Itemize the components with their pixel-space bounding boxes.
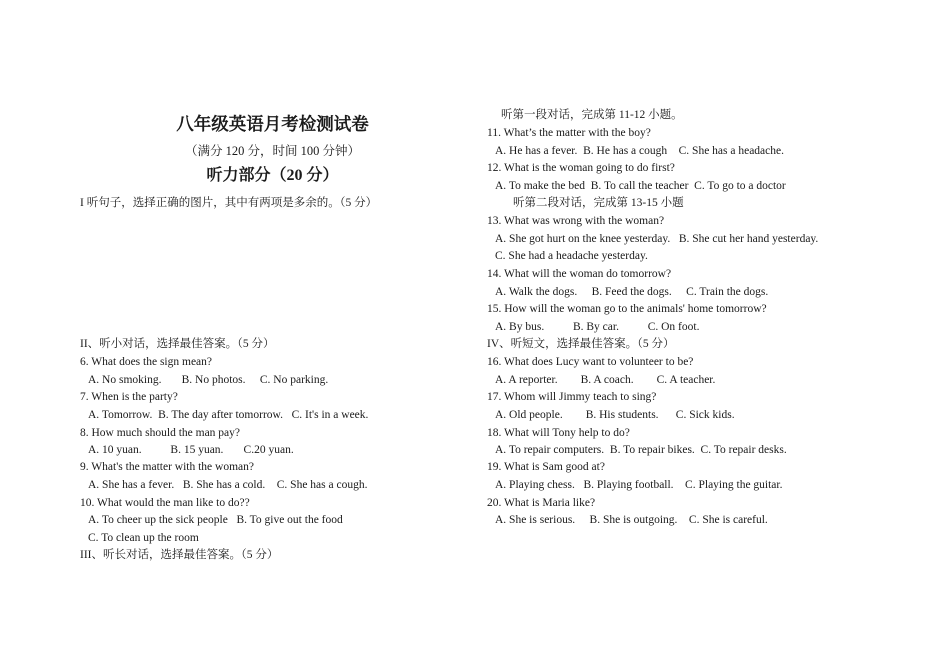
question-6-options: A. No smoking. B. No photos. C. No parking. xyxy=(88,374,329,386)
part3-instruction: III、听长对话，选择最佳答案。（5 分） xyxy=(80,549,279,561)
exam-title: 八年级英语月考检测试卷 xyxy=(176,114,369,134)
question-10-options-b: C. To clean up the room xyxy=(88,532,199,544)
question-10-options-a: A. To cheer up the sick people B. To give out the food xyxy=(88,514,343,526)
dialog2-instruction: 听第二段对话，完成第 13-15 小题 xyxy=(513,197,684,209)
question-8-options: A. 10 yuan. B. 15 yuan. C.20 yuan. xyxy=(88,444,294,456)
question-12-options: A. To make the bed B. To call the teacher C. To go to a doctor xyxy=(495,180,786,192)
question-13-options-a: A. She got hurt on the knee yesterday. B. She cut her hand yesterday. xyxy=(495,233,819,245)
question-10: 10. What would the man like to do?? xyxy=(80,497,250,509)
question-19-options: A. Playing chess. B. Playing football. C. Playing the guitar. xyxy=(495,479,783,491)
question-19: 19. What is Sam good at? xyxy=(487,461,605,473)
question-14-options: A. Walk the dogs. B. Feed the dogs. C. Train the dogs. xyxy=(495,286,769,298)
part1-instruction: I 听句子，选择正确的图片，其中有两项是多余的。（5 分） xyxy=(80,197,378,209)
question-16: 16. What does Lucy want to volunteer to be? xyxy=(487,356,694,368)
question-8: 8. How much should the man pay? xyxy=(80,427,241,439)
question-15: 15. How will the woman go to the animals' home tomorrow? xyxy=(487,303,767,315)
question-20: 20. What is Maria like? xyxy=(487,497,596,509)
question-16-options: A. A reporter. B. A coach. C. A teacher. xyxy=(495,374,716,386)
listening-section-title: 听力部分（20 分） xyxy=(206,167,339,184)
question-20-options: A. She is serious. B. She is outgoing. C. She is careful. xyxy=(495,514,768,526)
part2-instruction: II、听小对话，选择最佳答案。（5 分） xyxy=(80,338,275,350)
question-13-options-b: C. She had a headache yesterday. xyxy=(495,250,648,262)
question-11-options: A. He has a fever. B. He has a cough C. She has a headache. xyxy=(495,145,784,157)
question-12: 12. What is the woman going to do first? xyxy=(487,162,675,174)
question-11: 11. What’s the matter with the boy? xyxy=(487,127,651,139)
question-18-options: A. To repair computers. B. To repair bikes. C. To repair desks. xyxy=(495,444,787,456)
question-6: 6. What does the sign mean? xyxy=(80,356,213,368)
question-13: 13. What was wrong with the woman? xyxy=(487,215,665,227)
dialog1-instruction: 听第一段对话，完成第 11-12 小题。 xyxy=(501,109,683,121)
question-7: 7. When is the party? xyxy=(80,391,178,403)
question-15-options: A. By bus. B. By car. C. On foot. xyxy=(495,321,700,333)
question-7-options: A. Tomorrow. B. The day after tomorrow. C. It's in a week. xyxy=(88,409,369,421)
question-9: 9. What's the matter with the woman? xyxy=(80,461,254,473)
question-14: 14. What will the woman do tomorrow? xyxy=(487,268,672,280)
question-17-options: A. Old people. B. His students. C. Sick kids. xyxy=(495,409,735,421)
part4-instruction: IV、听短文，选择最佳答案。（5 分） xyxy=(487,338,675,350)
question-18: 18. What will Tony help to do? xyxy=(487,427,630,439)
exam-subtitle: （满分 120 分，时间 100 分钟） xyxy=(184,144,360,158)
question-17: 17. Whom will Jimmy teach to sing? xyxy=(487,391,657,403)
question-9-options: A. She has a fever. B. She has a cold. C. She has a cough. xyxy=(88,479,368,491)
